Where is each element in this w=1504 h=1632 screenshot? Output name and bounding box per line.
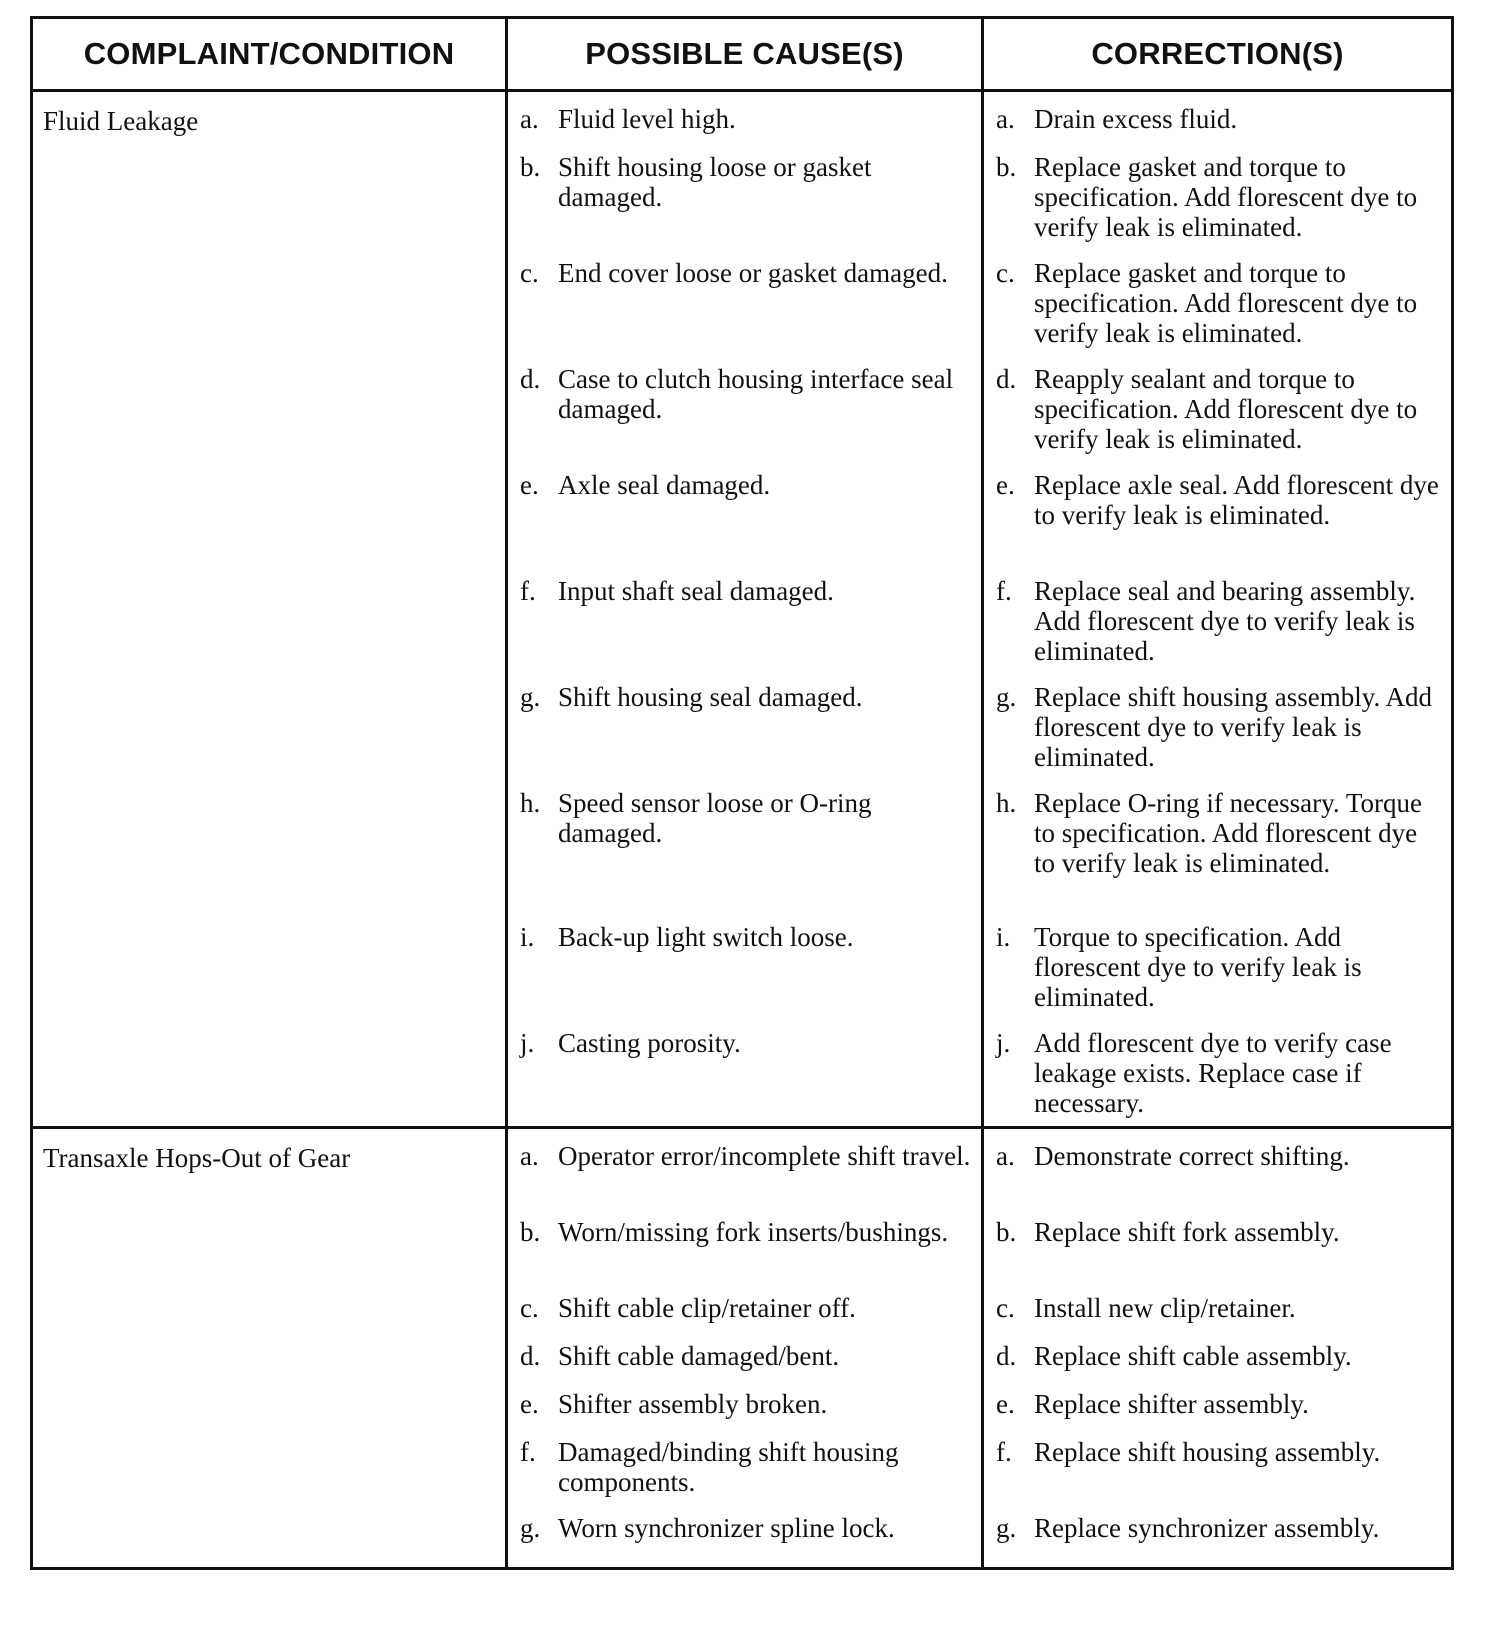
cause-letter: f. — [520, 1437, 536, 1467]
section-transaxle-hops-out — [33, 1129, 1451, 1567]
diagnosis-table — [30, 16, 1454, 1570]
correction-letter: e. — [996, 1389, 1015, 1419]
correction-item — [984, 104, 1451, 152]
complaint-cell: Fluid Leakage — [43, 106, 199, 136]
cause-letter: b. — [520, 1217, 541, 1247]
correction-text: Replace shift housing assembly. — [1034, 1437, 1381, 1467]
correction-item — [984, 576, 1451, 682]
correction-letter: b. — [996, 152, 1017, 182]
cause-text: Worn/missing fork inserts/bushings. — [558, 1217, 949, 1247]
cause-item — [508, 788, 981, 922]
correction-text: Replace shifter assembly. — [1034, 1389, 1309, 1419]
cause-letter: j. — [520, 1028, 535, 1058]
correction-letter: j. — [996, 1028, 1011, 1058]
cause-text: Case to clutch housing interface seal damaged. — [558, 364, 954, 424]
cause-item — [508, 364, 981, 470]
correction-item — [984, 1437, 1451, 1513]
cause-text: Input shaft seal damaged. — [558, 576, 834, 606]
cause-item — [508, 470, 981, 576]
cause-item — [508, 152, 981, 258]
correction-text: Torque to specification. Add florescent dye to verify leak is eliminated. — [1034, 922, 1362, 1012]
cause-letter: f. — [520, 576, 536, 606]
cause-text: Shifter assembly broken. — [558, 1389, 828, 1419]
cause-letter: d. — [520, 1341, 541, 1371]
correction-item — [984, 258, 1451, 364]
correction-item — [984, 364, 1451, 470]
cause-text: Casting porosity. — [558, 1028, 741, 1058]
cause-letter: b. — [520, 152, 541, 182]
cause-text: End cover loose or gasket damaged. — [558, 258, 948, 288]
cause-letter: a. — [520, 104, 539, 134]
correction-text: Drain excess fluid. — [1034, 104, 1238, 134]
cause-text: Worn synchronizer spline lock. — [558, 1513, 895, 1543]
correction-text: Replace axle seal. Add florescent dye to verify leak is eliminated. — [1034, 470, 1439, 530]
cause-text: Fluid level high. — [558, 104, 736, 134]
correction-item — [984, 1141, 1451, 1217]
cause-item — [508, 1389, 981, 1437]
cause-item — [508, 1341, 981, 1389]
correction-letter: g. — [996, 1513, 1017, 1543]
causes-column — [505, 92, 981, 1126]
correction-item — [984, 470, 1451, 576]
cause-item — [508, 104, 981, 152]
cause-item — [508, 258, 981, 364]
cause-item — [508, 1217, 981, 1293]
cause-letter: g. — [520, 682, 541, 712]
correction-item — [984, 922, 1451, 1028]
correction-letter: i. — [996, 922, 1011, 952]
section-fluid-leakage — [33, 92, 1451, 1129]
corrections-column — [981, 92, 1451, 1126]
cause-item — [508, 1437, 981, 1513]
correction-item — [984, 1028, 1451, 1118]
correction-text: Replace shift fork assembly. — [1034, 1217, 1340, 1247]
corrections-column — [981, 1129, 1451, 1567]
complaint-cell: Transaxle Hops-Out of Gear — [43, 1143, 351, 1173]
correction-item — [984, 682, 1451, 788]
correction-letter: a. — [996, 1141, 1015, 1171]
cause-text: Shift cable clip/retainer off. — [558, 1293, 856, 1323]
correction-text: Replace shift housing assembly. Add florescent dye to verify leak is eliminated. — [1034, 682, 1432, 772]
cause-letter: d. — [520, 364, 541, 394]
cause-text: Back-up light switch loose. — [558, 922, 854, 952]
correction-text: Replace shift cable assembly. — [1034, 1341, 1352, 1371]
correction-text: Replace synchronizer assembly. — [1034, 1513, 1380, 1543]
correction-letter: f. — [996, 576, 1012, 606]
correction-item — [984, 1293, 1451, 1341]
cause-text: Speed sensor loose or O-ring damaged. — [558, 788, 872, 848]
cause-item — [508, 1141, 981, 1217]
cause-item — [508, 576, 981, 682]
correction-text: Replace gasket and torque to specification. Add florescent dye to verify leak is eliminated. — [1034, 152, 1418, 242]
correction-letter: g. — [996, 682, 1017, 712]
correction-item — [984, 152, 1451, 258]
table-header-row — [33, 19, 1451, 92]
header-cause: POSSIBLE CAUSE(S) — [505, 19, 981, 89]
correction-text: Replace seal and bearing assembly. Add florescent dye to verify leak is eliminated. — [1034, 576, 1416, 666]
correction-text: Reapply sealant and torque to specification. Add florescent dye to verify leak is eliminated. — [1034, 364, 1418, 454]
correction-letter: f. — [996, 1437, 1012, 1467]
correction-letter: d. — [996, 364, 1017, 394]
cause-letter: e. — [520, 1389, 539, 1419]
cause-letter: g. — [520, 1513, 541, 1543]
correction-item — [984, 1513, 1451, 1561]
correction-text: Add florescent dye to verify case leakage exists. Replace case if necessary. — [1034, 1028, 1392, 1118]
correction-letter: a. — [996, 104, 1015, 134]
cause-text: Shift cable damaged/bent. — [558, 1341, 840, 1371]
cause-letter: i. — [520, 922, 535, 952]
cause-item — [508, 1028, 981, 1118]
correction-letter: c. — [996, 1293, 1015, 1323]
correction-letter: c. — [996, 258, 1015, 288]
cause-item — [508, 682, 981, 788]
correction-text: Install new clip/retainer. — [1034, 1293, 1296, 1323]
cause-letter: c. — [520, 258, 539, 288]
cause-text: Axle seal damaged. — [558, 470, 771, 500]
cause-text: Shift housing seal damaged. — [558, 682, 863, 712]
correction-item — [984, 1341, 1451, 1389]
correction-item — [984, 1217, 1451, 1293]
header-complaint: COMPLAINT/CONDITION — [83, 36, 455, 71]
cause-text: Operator error/incomplete shift travel. — [558, 1141, 971, 1171]
correction-letter: b. — [996, 1217, 1017, 1247]
cause-letter: h. — [520, 788, 541, 818]
correction-letter: d. — [996, 1341, 1017, 1371]
cause-text: Shift housing loose or gasket damaged. — [558, 152, 872, 212]
correction-letter: h. — [996, 788, 1017, 818]
correction-item — [984, 1389, 1451, 1437]
header-correction: CORRECTION(S) — [981, 19, 1451, 89]
cause-letter: a. — [520, 1141, 539, 1171]
cause-item — [508, 922, 981, 1028]
cause-item — [508, 1513, 981, 1561]
correction-letter: e. — [996, 470, 1015, 500]
cause-letter: e. — [520, 470, 539, 500]
cause-letter: c. — [520, 1293, 539, 1323]
cause-item — [508, 1293, 981, 1341]
correction-text: Replace gasket and torque to specification. Add florescent dye to verify leak is eliminated. — [1034, 258, 1418, 348]
causes-column — [505, 1129, 981, 1567]
correction-item — [984, 788, 1451, 922]
correction-text: Replace O-ring if necessary. Torque to specification. Add florescent dye to verify leak is eliminated. — [1034, 788, 1422, 878]
correction-text: Demonstrate correct shifting. — [1034, 1141, 1350, 1171]
cause-text: Damaged/binding shift housing components. — [558, 1437, 899, 1497]
